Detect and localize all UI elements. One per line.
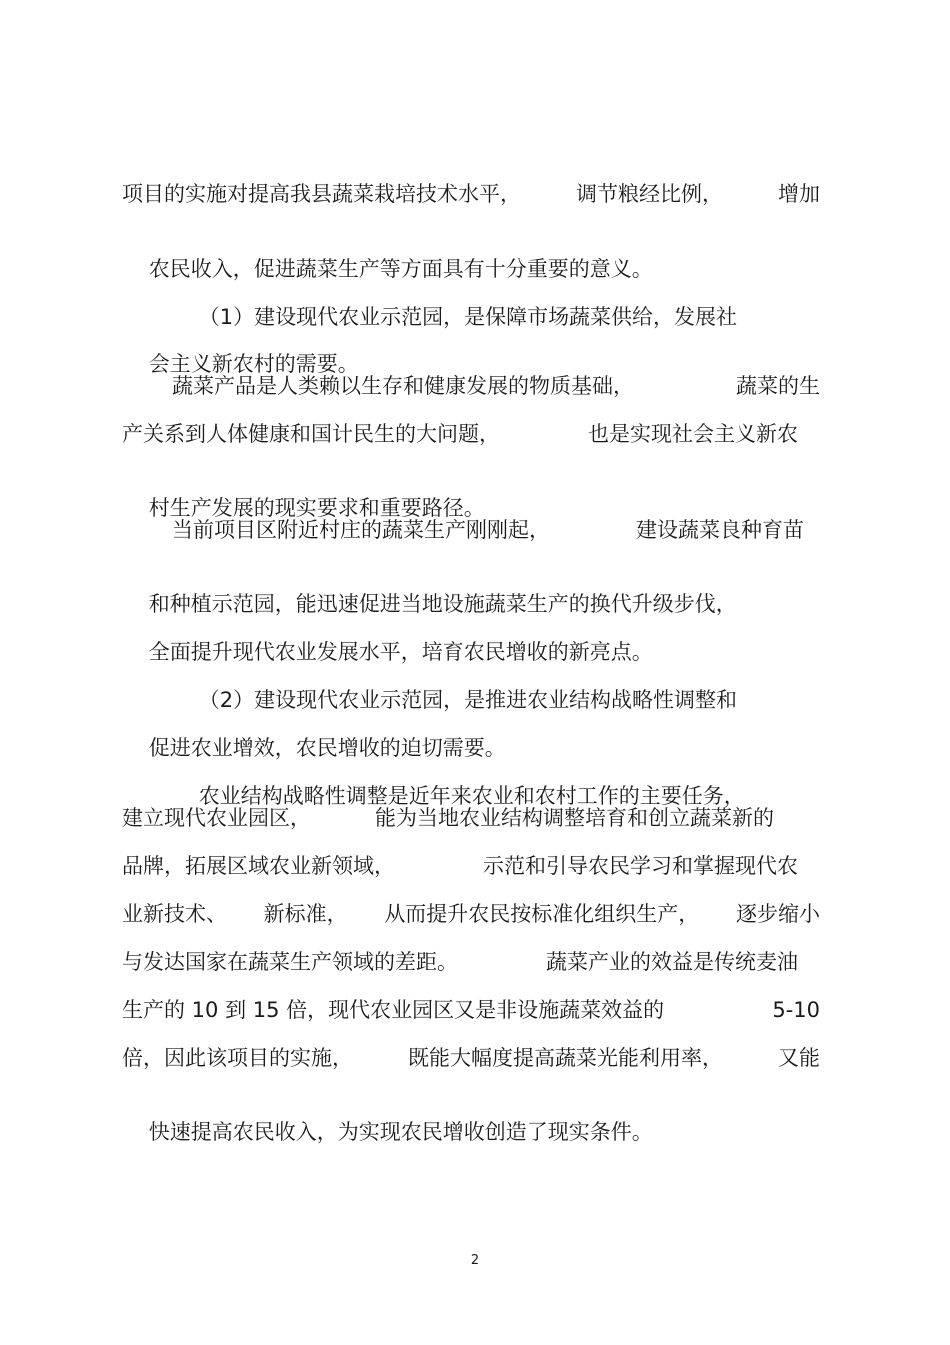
text-segment: 从而提升农民按标准化组织生产，: [384, 902, 700, 926]
text-line: [122, 421, 798, 447]
text-segment: 蔬菜的生: [736, 374, 820, 398]
text-segment: （1）建设现代农业示范园，是保障市场蔬菜供给，发展社: [198, 305, 738, 329]
text-line: [122, 1093, 653, 1171]
text-segment: 蔬菜产业的效益是传统麦油: [546, 950, 798, 974]
text-segment: 业新技术、: [122, 902, 227, 926]
text-segment: 又能: [778, 1046, 820, 1070]
text-segment: 产关系到人体健康和国计民生的大问题，: [122, 422, 500, 446]
text-line: [172, 373, 820, 399]
text-segment: 建立现代农业园区，: [122, 806, 311, 830]
text-segment: 倍，因此该项目的实施，: [122, 1046, 353, 1070]
text-segment: 和种植示范园，能迅速促进当地设施蔬菜生产的换代升级步伐，: [148, 592, 737, 616]
text-segment: 既能大幅度提高蔬菜光能利用率，: [408, 1046, 723, 1070]
text-segment: 当前项目区附近村庄的蔬菜生产刚刚起，: [172, 518, 550, 542]
text-segment: 与发达国家在蔬菜生产领域的差距。: [122, 950, 458, 974]
text-line: [122, 901, 820, 927]
text-line: [122, 997, 820, 1023]
text-segment: 新标准，: [263, 902, 348, 926]
text-segment: （2）建设现代农业示范园，是推进农业结构战略性调整和: [198, 688, 738, 712]
text-segment: 促进农业增效，农民增收的迫切需要。: [148, 736, 506, 760]
text-segment: 全面提升现代农业发展水平，培育农民增收的新亮点。: [148, 640, 653, 664]
text-segment: 也是实现社会主义新农: [588, 422, 798, 446]
text-segment: 快速提高农民收入，为实现农民增收创造了现实条件。: [148, 1120, 653, 1144]
text-segment: 农业结构战略性调整是近年来农业和农村工作的主要任务，: [198, 784, 745, 808]
text-segment: 示范和引导农民学习和掌握现代农: [483, 854, 798, 878]
text-line: [122, 1045, 820, 1071]
text-segment: 生产的 10 到 15 倍，现代农业园区又是非设施蔬菜效益的: [122, 998, 665, 1022]
text-segment: 逐步缩小: [735, 902, 820, 926]
text-segment: 建设蔬菜良种育苗: [636, 518, 804, 542]
text-segment: 能为当地农业结构调整培育和创立蔬菜新的: [375, 806, 774, 830]
text-line: [122, 853, 798, 879]
text-segment: 会主义新农村的需要。: [148, 352, 359, 376]
text-segment: 品牌，拓展区域农业新领域，: [122, 854, 395, 878]
text-line: [122, 181, 820, 207]
text-line: [172, 517, 804, 543]
text-segment: 5-10: [772, 998, 820, 1022]
text-segment: 增加: [778, 182, 820, 206]
text-line: [122, 949, 798, 975]
text-line: [122, 805, 774, 831]
text-segment: 蔬菜产品是人类赖以生存和健康发展的物质基础，: [172, 374, 634, 398]
text-segment: 项目的实施对提高我县蔬菜栽培技术水平，: [122, 182, 521, 206]
text-segment: 村生产发展的现实要求和重要路径。: [148, 496, 485, 520]
page-number: 2: [470, 1253, 480, 1268]
text-segment: 调节粮经比例，: [576, 182, 723, 206]
text-segment: 农民收入，促进蔬菜生产等方面具有十分重要的意义。: [148, 257, 653, 281]
